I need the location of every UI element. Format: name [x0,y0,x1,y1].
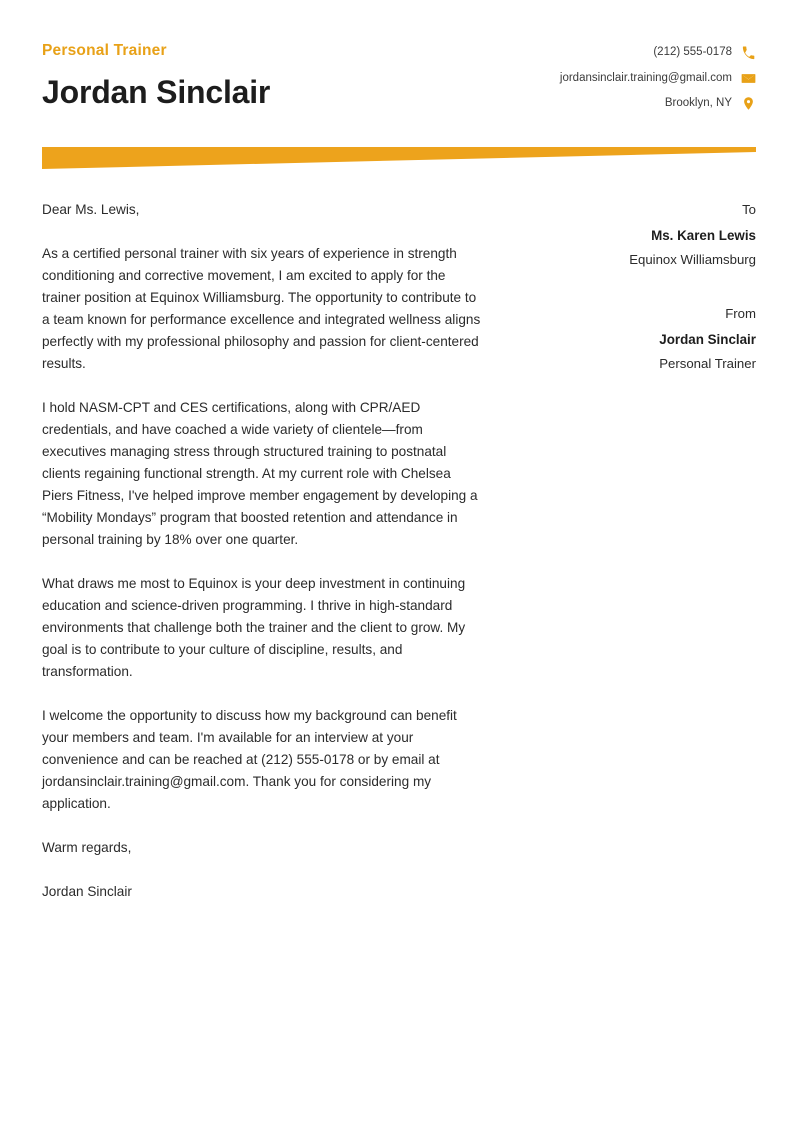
contact-location [516,95,756,112]
sender-label: From [725,305,756,321]
salutation: Dear Ms. Lewis, [42,202,140,218]
recipient-name: Ms. Karen Lewis [651,227,756,243]
applicant-name: Jordan Sinclair [42,74,271,110]
letter-body [0,169,800,903]
contact-email [516,70,756,87]
letter-paragraph-3: What draws me most to Equinox is your deep investment in continuing education and science-driven programming. I thrive in high-standard environments that challenge both the trainer and the client to grow. My goal is to contribute to your culture of discipline, results, and transformation. [42,575,466,680]
location-pin-icon [741,96,756,111]
identity-block [42,38,270,111]
letter-meta-column [512,199,756,903]
letter-paragraph-2: I hold NASM-CPT and CES certifications, along with CPR/AED credentials, and have coached a wide variety of clientele—from executives managing stress through structured training to postnatal clients regaining functional strength. At my current role with Chelsea Piers Fitness, I've helped improve member engagement by developing a “Mobility Mondays” program that boosted retention and attendance in personal training by 18% over one quarter. [42,399,478,547]
accent-divider [42,147,756,169]
closing-line: Warm regards, [42,840,132,856]
sender-name: Jordan Sinclair [659,331,756,347]
recipient-label: To [742,202,756,218]
recipient-block [512,200,756,270]
contact-phone [516,44,756,61]
letter-paragraph-1: As a certified personal trainer with six years of experience in strength conditioning and corrective movement, I am excited to apply for the trainer position at Equinox Williamsburg. The opportunity to contribute to a team known for performance excellence and integrated wellness aligns perfectly with my professional philosophy and passion for client-centered results. [42,245,481,371]
sender-title: Personal Trainer [659,355,756,371]
email-icon [741,71,756,86]
recipient-organization: Equinox Williamsburg [629,251,756,267]
contact-location-text: Brooklyn, NY [664,97,732,110]
letter-text-column [42,199,482,903]
contact-block [516,38,756,121]
sender-block [512,304,756,374]
phone-icon [741,45,756,60]
contact-email-text: jordansinclair.training@gmail.com [559,71,732,84]
applicant-role: Personal Trainer [42,42,167,59]
letter-paragraph-4: I welcome the opportunity to discuss how my background can benefit your members and team. I'm available for an interview at your convenience and can be reached at (212) 555-0178 or by email at jordansinclair.training@gmail.com. Thank you for considering my application. [42,708,457,812]
letter-header [0,0,800,121]
signature-name: Jordan Sinclair [42,883,132,899]
contact-phone-text: (212) 555-0178 [653,46,732,58]
